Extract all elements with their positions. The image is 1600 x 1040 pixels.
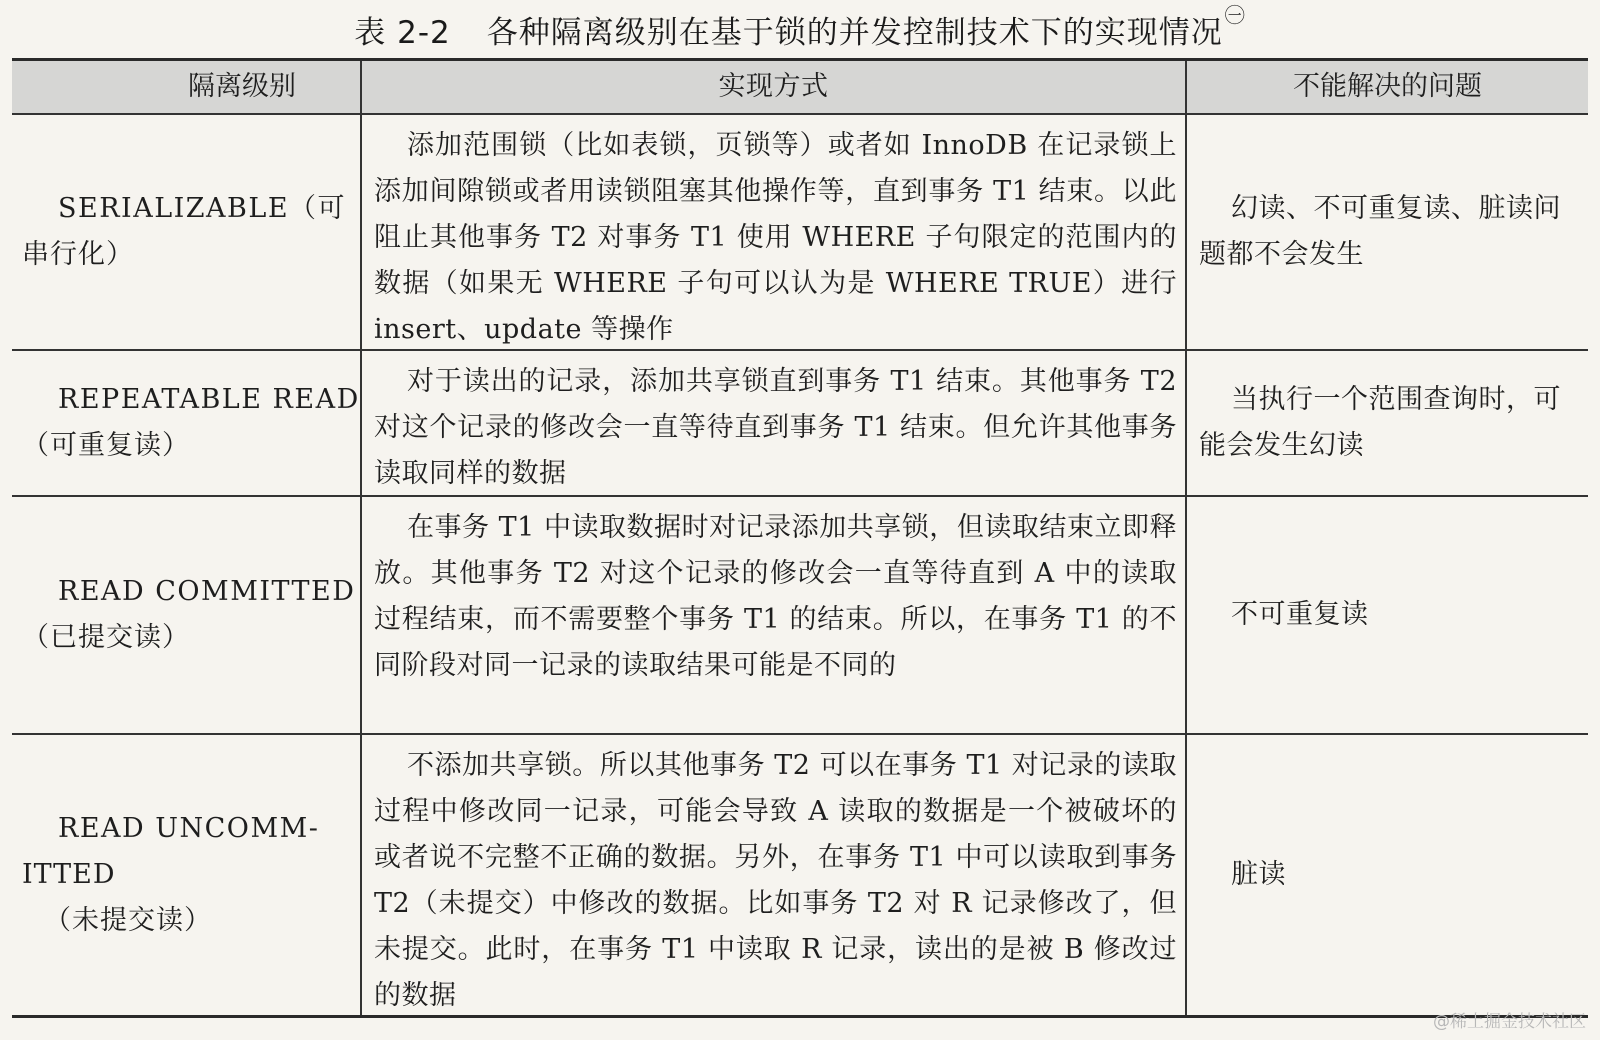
- problem-text: 脏读: [1231, 859, 1286, 890]
- table-caption: [0, 0, 1600, 58]
- table-header-row: [12, 61, 1588, 115]
- level-name-en: REPEATABLE READ: [58, 384, 360, 415]
- table-title: 各种隔离级别在基于锁的并发控制技术下的实现情况: [486, 14, 1223, 51]
- problem-cell: [1187, 735, 1588, 1015]
- footnote-marker: ㊀: [1224, 2, 1246, 27]
- header-isolation-level: 隔离级别: [12, 61, 362, 113]
- problem-text: 当执行一个范围查询时，可能会发生幻读: [1199, 384, 1561, 461]
- isolation-level-table: [12, 58, 1588, 1018]
- isolation-level-cell: [12, 351, 362, 495]
- implementation-cell: 不添加共享锁。所以其他事务 T2 可以在事务 T1 对记录的读取过程中修改同一记录，可能会导致 A 读取的数据是一个被破坏的或者说不完整不正确的数据。另外，在事务 T1 中可以读取到事务 T2（未提交）中修改的数据。比如事务 T2 对 R 记录修改了，但未提交。此时，在事务 T1 中读取 R 记录，读出的是被 B 修改过的数据: [362, 735, 1187, 1015]
- implementation-cell: 在事务 T1 中读取数据时对记录添加共享锁，但读取结束立即释放。其他事务 T2 对这个记录的修改会一直等待直到 A 中的读取过程结束，而不需要整个事务 T1 的结束。所以，在事务 T1 的不同阶段对同一记录的读取结果可能是不同的: [362, 497, 1187, 733]
- isolation-level-cell: [12, 735, 362, 1015]
- level-name-en: READ UNCOMM-: [58, 813, 320, 844]
- table-row: [12, 351, 1588, 497]
- table-row: [12, 115, 1588, 351]
- level-name-zh: （可重复读）: [22, 430, 190, 461]
- level-name-en: READ COMMITTED: [58, 576, 356, 607]
- table-number: 表 2-2: [354, 14, 451, 51]
- watermark: @稀土掘金技术社区: [1433, 1012, 1586, 1032]
- table-row: [12, 497, 1588, 735]
- problem-text: 不可重复读: [1231, 599, 1369, 630]
- header-implementation: 实现方式: [362, 61, 1187, 113]
- level-name-zh: （已提交读）: [22, 622, 190, 653]
- problem-text: 幻读、不可重复读、脏读问题都不会发生: [1199, 193, 1561, 270]
- header-unsolved-problem: 不能解决的问题: [1293, 71, 1482, 102]
- implementation-cell: 对于读出的记录，添加共享锁直到事务 T1 结束。其他事务 T2 对这个记录的修改会一直等待直到事务 T1 结束。但允许其他事务读取同样的数据: [362, 351, 1187, 495]
- level-name-en: SERIALIZABLE（可: [58, 193, 347, 224]
- implementation-cell: 添加范围锁（比如表锁，页锁等）或者如 InnoDB 在记录锁上添加间隙锁或者用读锁阻塞其他操作等，直到事务 T1 结束。以此阻止其他事务 T2 对事务 T1 使用 WHERE 子句限定的范围内的数据（如果无 WHERE 子句可以认为是 WHERE TRUE）进行 insert、update 等操作: [362, 115, 1187, 349]
- level-name-en-continued: ITTED: [22, 859, 116, 890]
- table-row: [12, 735, 1588, 1015]
- level-name-zh: 串行化）: [22, 239, 134, 270]
- problem-cell: [1187, 497, 1588, 733]
- problem-cell: [1187, 351, 1588, 495]
- isolation-level-cell: [12, 115, 362, 349]
- problem-cell: [1187, 115, 1588, 349]
- level-name-zh: （未提交读）: [44, 905, 212, 936]
- isolation-level-cell: [12, 497, 362, 733]
